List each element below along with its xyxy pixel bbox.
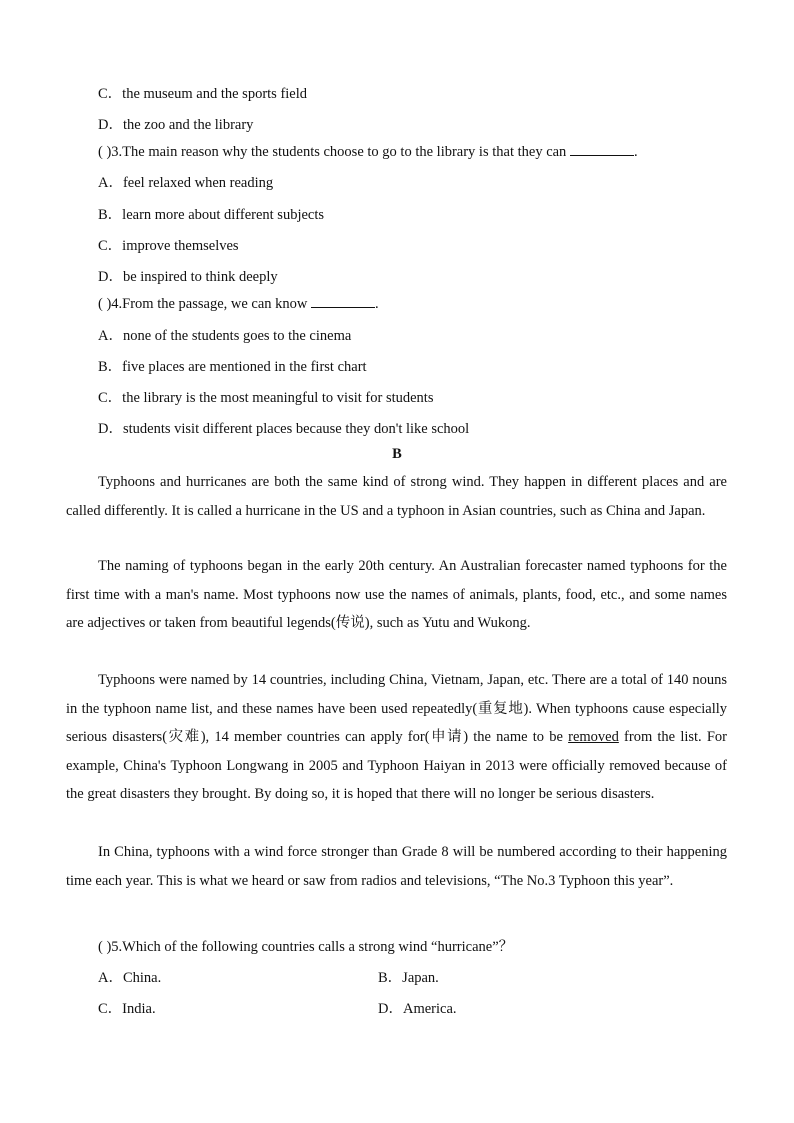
- question-3-text: ( )3.The main reason why the students choose to go to the library is that they can: [98, 144, 570, 160]
- passage-paragraph-4: In China, typhoons with a wind force stronger than Grade 8 will be numbered according to their happening time each year. This is what we heard or saw from radios and televisions, “The No.3 Typhoon this year”.: [66, 844, 727, 889]
- question-4-stem: [98, 295, 379, 313]
- question-3-end: .: [633, 144, 638, 160]
- question-4-end: .: [375, 296, 379, 312]
- answer-blank: [311, 295, 375, 308]
- q4-option-c: C．the library is the most meaningful to visit for students: [98, 390, 434, 406]
- q3-option-c: C．improve themselves: [98, 238, 239, 254]
- section-heading: B: [392, 446, 402, 462]
- question-3-stem: [98, 143, 638, 161]
- q2-option-c: C．the museum and the sports field: [98, 86, 308, 102]
- question-5-stem: ( )5.Which of the following countries calls a strong wind “hurricane”？: [98, 939, 514, 955]
- underlined-word: removed: [568, 729, 619, 745]
- answer-blank: [570, 143, 634, 156]
- q5-option-c: C．India.: [98, 1001, 156, 1017]
- q5-option-b: B．Japan.: [378, 970, 439, 986]
- question-4-text: ( )4.From the passage, we can know: [98, 296, 312, 312]
- q2-option-d: D．the zoo and the library: [98, 117, 254, 133]
- q3-option-b: B．learn more about different subjects: [98, 207, 325, 223]
- q5-option-d: D．America.: [378, 1001, 457, 1017]
- q4-option-b: B．five places are mentioned in the first chart: [98, 359, 367, 375]
- passage-paragraph-3: Typhoons were named by 14 countries, including China, Vietnam, Japan, etc. There are a total of 140 nouns in the typhoon name list, and these names have been used repeatedly(重复地). When typhoons cause especially serious disasters(灾难), 14 member countries can apply for(申请) the name to be removed from the list. For example, China's Typhoon Longwang in 2005 and Typhoon Haiyan in 2013 were officially removed because of the great disasters they brought. By doing so, it is hoped that there will no longer be serious disasters.: [66, 672, 727, 802]
- q4-option-a: A．none of the students goes to the cinema: [98, 328, 352, 344]
- passage-paragraph-2: The naming of typhoons began in the early 20th century. An Australian forecaster named typhoons for the first time with a man's name. Most typhoons now use the names of animals, plants, food, etc., and some names are adjectives or taken from beautiful legends(传说), such as Yutu and Wukong.: [66, 558, 727, 631]
- q3-option-a: A．feel relaxed when reading: [98, 175, 274, 191]
- q4-option-d: D．students visit different places because they don't like school: [98, 421, 470, 437]
- q3-option-d: D．be inspired to think deeply: [98, 269, 278, 285]
- passage-paragraph-1: Typhoons and hurricanes are both the same kind of strong wind. They happen in different places and are called differently. It is called a hurricane in the US and a typhoon in Asian countries, such as China and Japan.: [66, 474, 727, 519]
- q5-option-a: A．China.: [98, 970, 162, 986]
